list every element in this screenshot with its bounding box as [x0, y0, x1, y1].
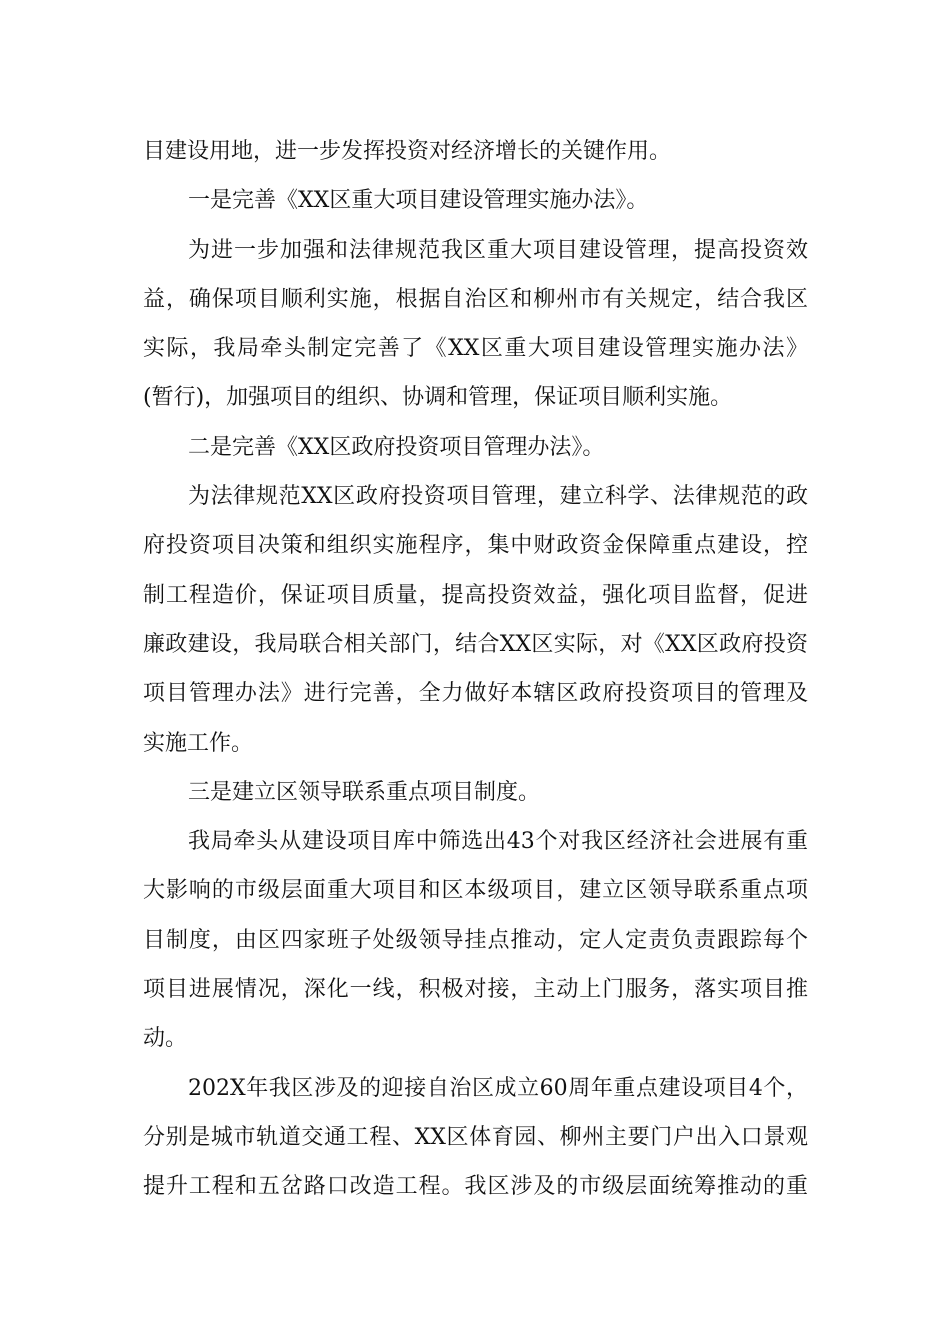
text-line: 益，确保项目顺利实施，根据自治区和柳州市有关规定，结合我区 [143, 286, 808, 312]
text-line: 二是完善《XX区政府投资项目管理办法》。 [188, 434, 605, 460]
text-line: 为进一步加强和法律规范我区重大项目建设管理，提高投资效 [188, 237, 808, 263]
text-line: 为法律规范XX区政府投资项目管理，建立科学、法律规范的政 [188, 484, 808, 510]
text-line: 实施工作。 [143, 730, 254, 756]
text-line: 实际，我局牵头制定完善了《XX区重大项目建设管理实施办法》 [143, 336, 808, 362]
text-line: 项目管理办法》进行完善，全力做好本辖区政府投资项目的管理及 [143, 681, 808, 707]
text-line: 我局牵头从建设项目库中筛选出43个对我区经济社会进展有重 [188, 829, 808, 855]
text-line: 202X年我区涉及的迎接自治区成立60周年重点建设项目4个， [188, 1075, 808, 1101]
text-line: 廉政建设，我局联合相关部门，结合XX区实际，对《XX区政府投资 [143, 631, 808, 657]
text-line: 项目进展情况，深化一线，积极对接，主动上门服务，落实项目推 [143, 977, 808, 1003]
text-line: 府投资项目决策和组织实施程序，集中财政资金保障重点建设，控 [143, 533, 808, 559]
text-line: 制工程造价，保证项目质量，提高投资效益，强化项目监督，促进 [143, 582, 808, 608]
text-line: 分别是城市轨道交通工程、XX区体育园、柳州主要门户出入口景观 [143, 1124, 808, 1150]
text-line: 三是建立区领导联系重点项目制度。 [188, 779, 541, 805]
text-line: 目制度，由区四家班子处级领导挂点推动，定人定责负责跟踪每个 [143, 927, 808, 953]
text-line: 提升工程和五岔路口改造工程。我区涉及的市级层面统筹推动的重 [143, 1174, 808, 1200]
document-page [143, 127, 808, 1212]
text-line: 一是完善《XX区重大项目建设管理实施办法》。 [188, 188, 649, 214]
text-line: 动。 [143, 1026, 188, 1052]
text-line: 大影响的市级层面重大项目和区本级项目，建立区领导联系重点项 [143, 878, 808, 904]
text-line: 目建设用地，进一步发挥投资对经济增长的关键作用。 [143, 139, 672, 164]
text-line: (暂行)，加强项目的组织、协调和管理，保证项目顺利实施。 [143, 385, 733, 411]
